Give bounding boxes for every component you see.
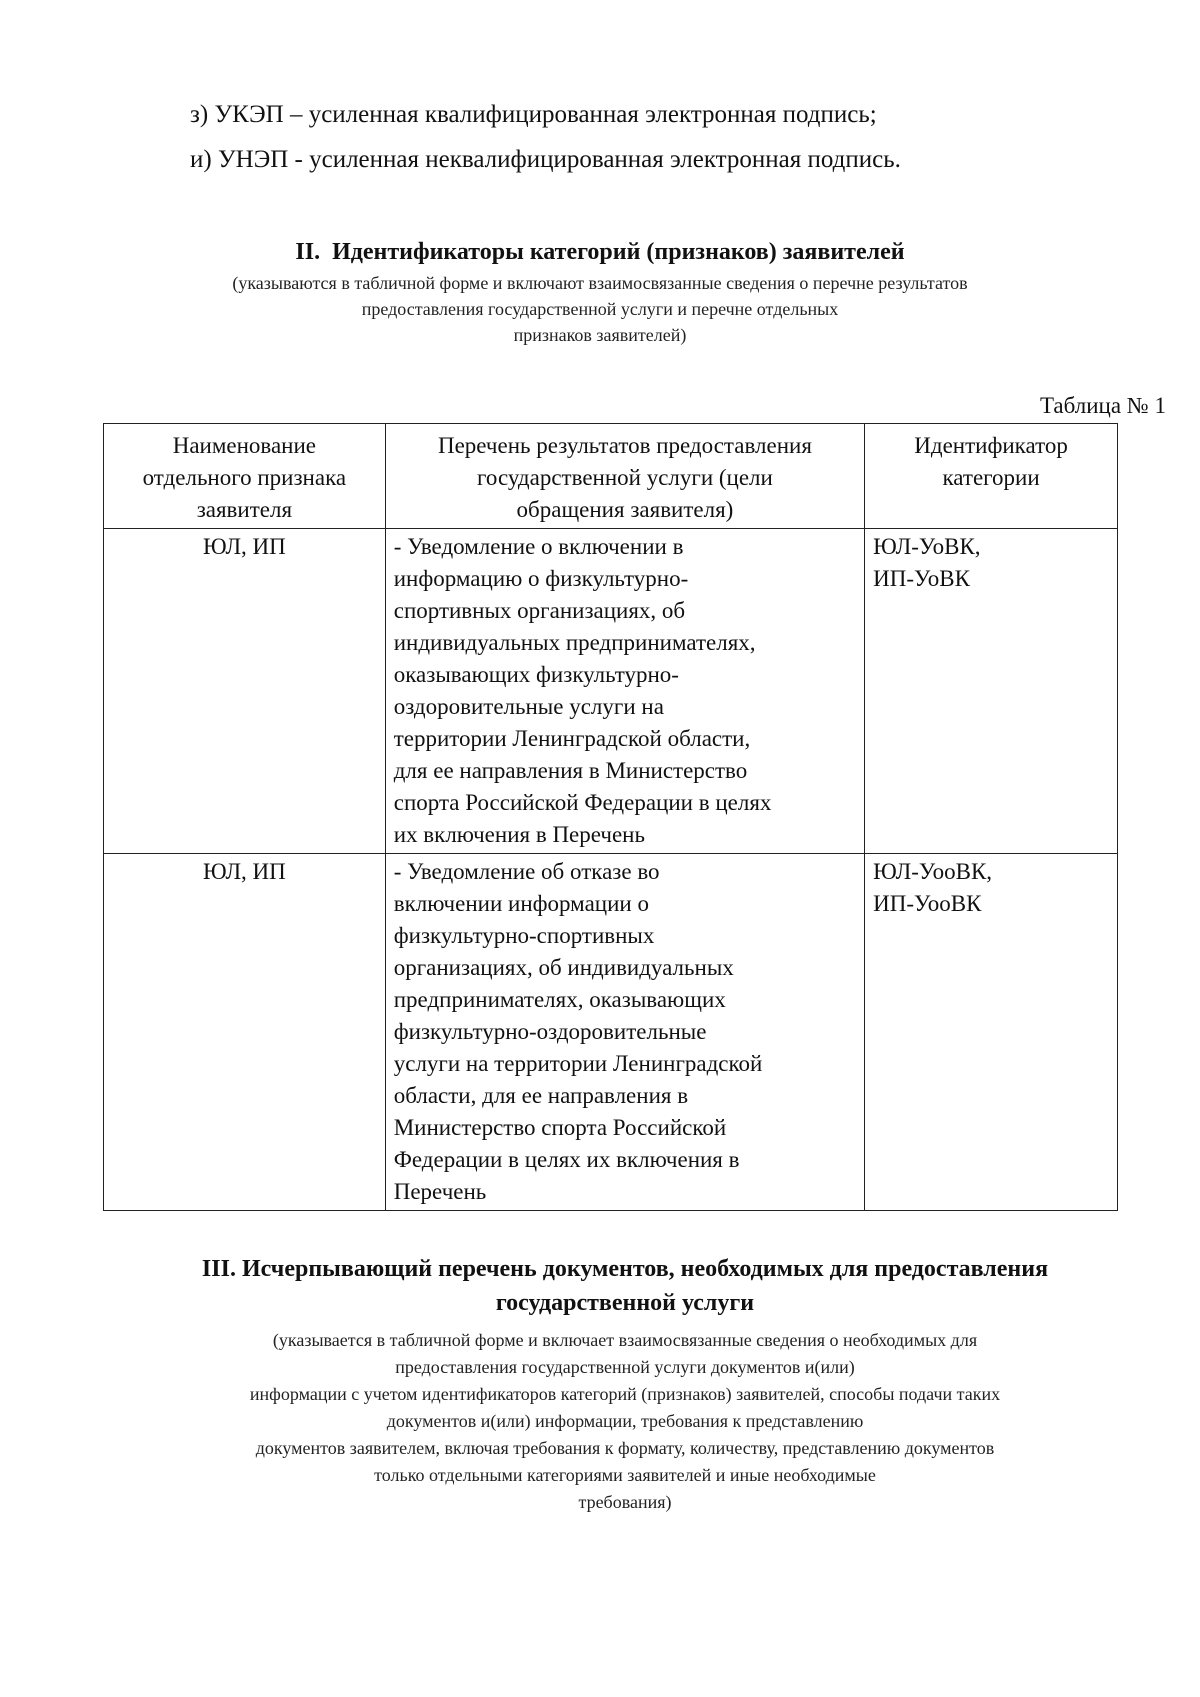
applicant-categories-table: [103, 423, 1118, 1211]
section-2-title: [0, 237, 1200, 267]
result-line: - Уведомление о включении в: [393, 534, 684, 559]
result-line: оказывающих физкультурно-: [393, 662, 679, 687]
section-3-title-line: государственной услуги: [495, 1290, 755, 1316]
result-line: индивидуальных предпринимателях,: [393, 630, 756, 655]
table-row: [104, 529, 1118, 854]
header-line: заявителя: [196, 497, 293, 522]
abbreviation-unep: и) УНЭП - усиленная неквалифицированная электронная подпись.: [190, 146, 901, 173]
section-2-note: [40, 270, 1160, 348]
section-2-note-line: (указываются в табличной форме и включают взаимосвязанные сведения о перечне результатов: [232, 273, 968, 293]
result-line: организациях, об индивидуальных: [393, 955, 734, 980]
section-3-note-line: требования): [578, 1492, 672, 1512]
result-line: спорта Российской Федерации в целях: [393, 790, 772, 815]
result-line: услуги на территории Ленинградской: [393, 1051, 763, 1076]
section-2-heading: Идентификаторы категорий (признаков) заявителей: [332, 239, 905, 265]
result-line: для ее направления в Министерство: [393, 758, 748, 783]
cell-identifier: [865, 854, 1118, 1211]
section-3-note-line: информации с учетом идентификаторов категорий (признаков) заявителей, способы подачи таких: [249, 1384, 1001, 1404]
identifier-line: ИП-УооВК: [873, 891, 982, 916]
header-line: отдельного признака: [142, 465, 347, 490]
table-row: [104, 854, 1118, 1211]
result-line: спортивных организациях, об: [393, 598, 686, 623]
cell-identifier: [865, 529, 1118, 854]
identifier-line: ЮЛ-УооВК,: [873, 859, 993, 884]
result-line: их включения в Перечень: [393, 822, 645, 847]
header-category-identifier: [865, 424, 1118, 529]
cell-result: [385, 529, 864, 854]
result-line: предпринимателях, оказывающих: [393, 987, 726, 1012]
cell-applicant: ЮЛ, ИП: [104, 529, 386, 854]
result-line: оздоровительные услуги на: [393, 694, 664, 719]
section-2-note-line: предоставления государственной услуги и перечне отдельных: [361, 299, 839, 319]
result-line: физкультурно-оздоровительные: [393, 1019, 707, 1044]
section-3-title-line: III. Исчерпывающий перечень документов, необходимых для предоставления: [201, 1256, 1049, 1282]
cell-result: [385, 854, 864, 1211]
result-line: территории Ленинградской области,: [393, 726, 751, 751]
identifier-line: ЮЛ-УоВК,: [873, 534, 981, 559]
result-line: физкультурно-спортивных: [393, 923, 655, 948]
section-3-note-line: предоставления государственной услуги документов и(или): [395, 1357, 855, 1377]
header-service-results: [385, 424, 864, 529]
section-3-note-line: документов и(или) информации, требования к представлению: [386, 1411, 864, 1431]
section-3-note: [60, 1327, 1190, 1516]
result-line: Министерство спорта Российской: [393, 1115, 727, 1140]
cell-applicant: ЮЛ, ИП: [104, 854, 386, 1211]
header-line: Перечень результатов предоставления: [437, 433, 812, 458]
identifier-line: ИП-УоВК: [873, 566, 970, 591]
result-line: области, для ее направления в: [393, 1083, 689, 1108]
section-2-note-line: признаков заявителей): [513, 325, 687, 345]
section-2-number: II.: [295, 239, 321, 265]
abbreviation-ukep: з) УКЭП – усиленная квалифицированная электронная подпись;: [190, 101, 877, 128]
result-line: включении информации о: [393, 891, 649, 916]
section-3-note-line: только отдельными категориями заявителей и иные необходимые: [374, 1465, 876, 1485]
result-line: - Уведомление об отказе во: [393, 859, 660, 884]
result-line: Перечень: [393, 1179, 487, 1204]
header-line: Наименование: [172, 433, 317, 458]
header-line: государственной услуги (цели: [477, 465, 773, 490]
header-line: Идентификатор: [914, 433, 1068, 458]
section-3-note-line: (указывается в табличной форме и включает взаимосвязанные сведения о необходимых для: [272, 1330, 978, 1350]
result-line: информацию о физкультурно-: [393, 566, 689, 591]
section-3-note-line: документов заявителем, включая требования к формату, количеству, представлению документов: [255, 1438, 995, 1458]
table-label: Таблица № 1: [1039, 393, 1166, 418]
section-3-title: [60, 1252, 1190, 1320]
header-line: обращения заявителя): [516, 497, 734, 522]
header-line: категории: [942, 465, 1040, 490]
header-applicant-attribute: [104, 424, 386, 529]
result-line: Федерации в целях их включения в: [393, 1147, 740, 1172]
table-header-row: [104, 424, 1118, 529]
